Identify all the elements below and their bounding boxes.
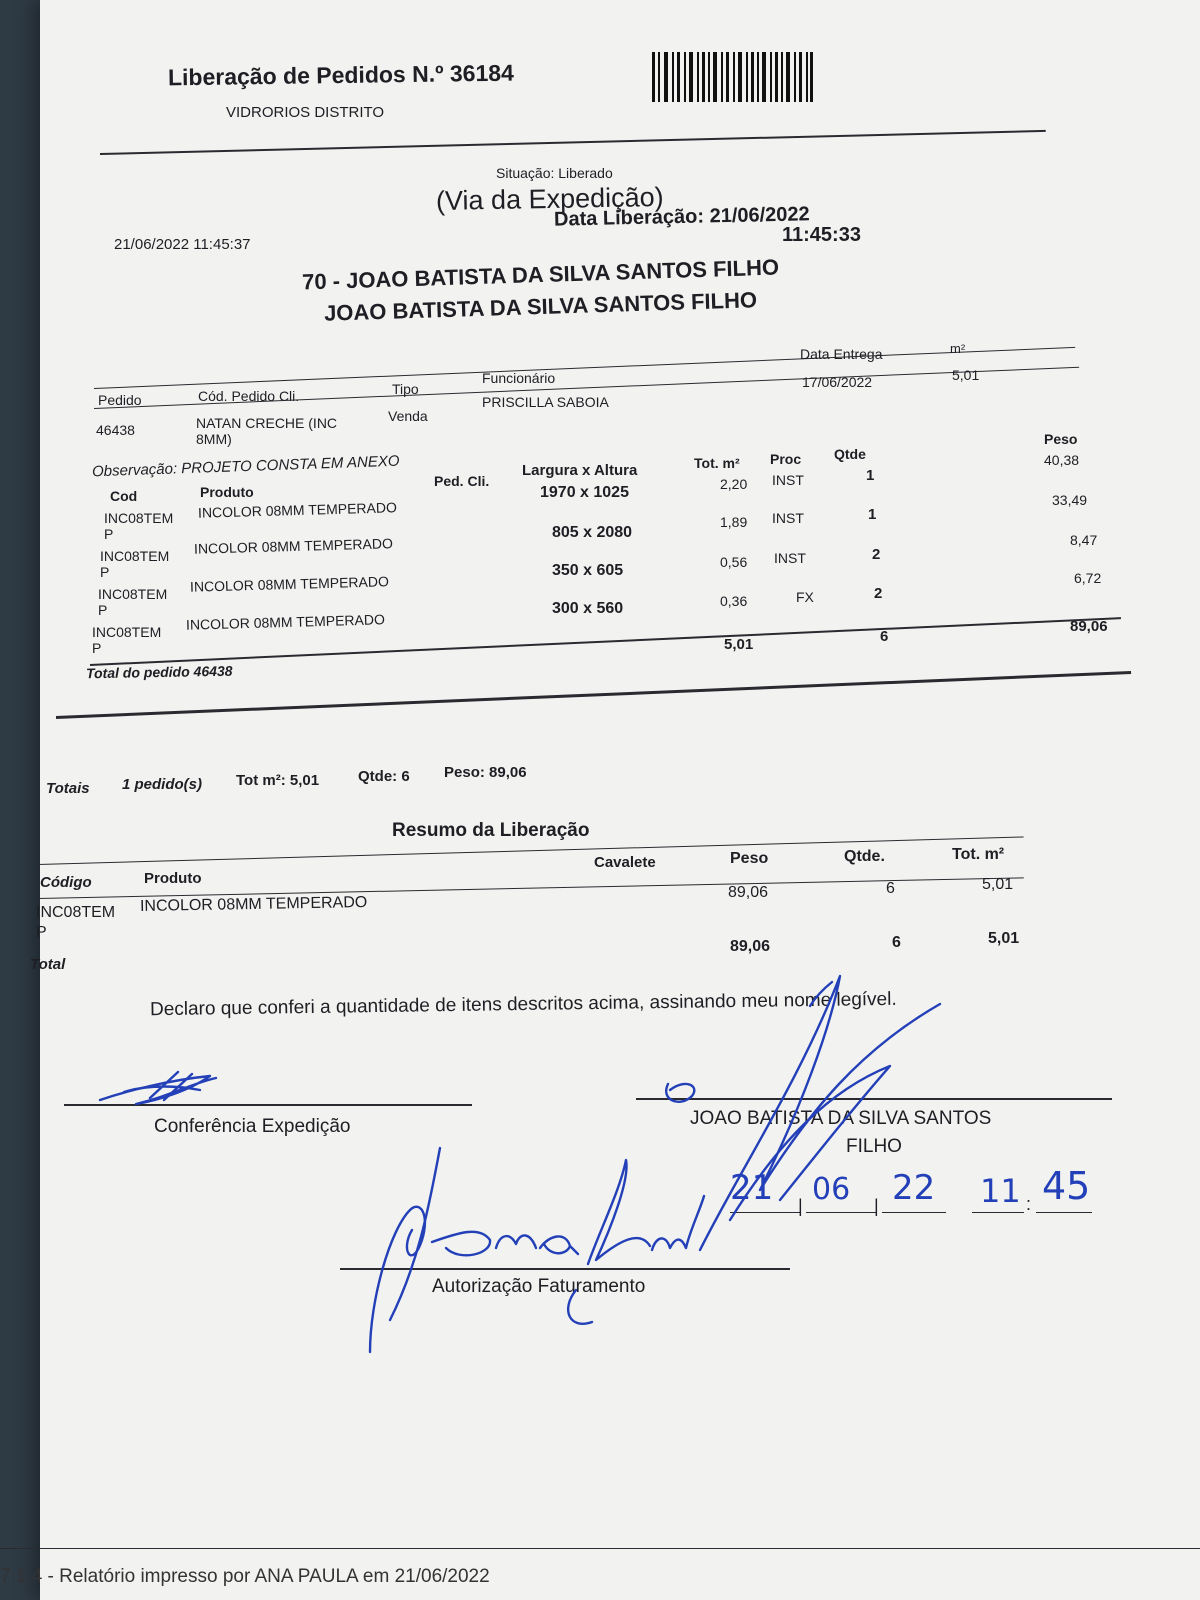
handwritten-signatures [40, 0, 1200, 1600]
item-qtde: 1 [866, 467, 875, 484]
item-cod: INC08TEM [104, 510, 174, 526]
client-line-2: JOAO BATISTA DA SILVA SANTOS FILHO [323, 287, 758, 326]
report-title: Liberação de Pedidos N.º 36184 [167, 59, 515, 91]
col-ped-cli: Ped. Cli. [434, 473, 490, 489]
resumo-total-qtde: 6 [892, 934, 901, 951]
client-line-1: 70 - JOAO BATISTA DA SILVA SANTOS FILHO [301, 254, 780, 295]
col-largura-altura: Largura x Altura [522, 462, 638, 479]
col-data-entrega: Data Entrega [800, 346, 883, 362]
handwritten-hour: 11 [980, 1172, 1021, 1210]
conferencia-label: Conferência Expedição [154, 1116, 351, 1137]
resumo-peso: 89,06 [728, 884, 769, 901]
pedido-number: 46438 [96, 422, 135, 438]
item-tot-m2: 0,36 [720, 593, 748, 609]
m2-value: 5,01 [952, 367, 980, 383]
item-proc: FX [796, 589, 814, 605]
order-total-label: Total do pedido 46438 [85, 662, 233, 682]
data-entrega-value: 17/06/2022 [802, 374, 873, 390]
cliente-signature-drawing [666, 976, 940, 1250]
totais-peso: Peso: 89,06 [444, 764, 527, 781]
col-peso: Peso [1044, 431, 1078, 447]
resumo-col-tot-m2: Tot. m² [952, 846, 1005, 863]
resumo-codigo-suffix: P [36, 924, 47, 941]
col-tipo: Tipo [392, 381, 419, 397]
item-peso: 8,47 [1070, 532, 1098, 548]
resumo-title: Resumo da Liberação [392, 820, 590, 841]
resumo-qtde: 6 [886, 880, 895, 897]
totais-pedidos: 1 pedido(s) [122, 776, 203, 793]
item-peso: 40,38 [1044, 452, 1080, 468]
resumo-total-tot: 5,01 [988, 930, 1020, 947]
item-proc: INST [772, 472, 804, 488]
data-liberacao: Data Liberação: 21/06/2022 [553, 203, 810, 231]
item-cod-suffix: P [92, 640, 102, 656]
item-cod: INC08TEM [92, 624, 162, 640]
cod-pedido-cli-1: NATAN CRECHE (INC [196, 415, 338, 431]
item-cod: INC08TEM [100, 548, 170, 564]
item-cod-suffix: P [100, 564, 110, 580]
item-dim: 805 x 2080 [552, 524, 633, 541]
order-total-qtde: 6 [880, 628, 889, 645]
item-produto: INCOLOR 08MM TEMPERADO [189, 573, 390, 595]
resumo-total-label: Total [30, 956, 66, 973]
funcionario-value: PRISCILLA SABOIA [482, 394, 609, 410]
cliente-name-line-1: JOAO BATISTA DA SILVA SANTOS [690, 1108, 992, 1129]
col-proc: Proc [770, 451, 802, 467]
handwritten-day: 21 [730, 1168, 774, 1208]
col-cod-pedido-cli: Cód. Pedido Cli. [198, 388, 300, 404]
item-produto: INCOLOR 08MM TEMPERADO [197, 499, 398, 521]
item-dim: 1970 x 1025 [540, 484, 629, 501]
totais-tot-m2: Tot m²: 5,01 [236, 772, 320, 789]
handwritten-year: 22 [892, 1168, 936, 1208]
tipo-value: Venda [388, 408, 428, 424]
handwritten-minute: 45 [1042, 1164, 1091, 1208]
item-tot-m2: 2,20 [720, 476, 748, 492]
resumo-col-qtde: Qtde. [844, 848, 885, 865]
printed-at: 21/06/2022 11:45:37 [114, 236, 251, 253]
col-cod: Cod [110, 488, 138, 504]
item-proc: INST [774, 550, 806, 566]
cod-pedido-cli-2: 8MM) [196, 431, 232, 447]
item-cod-suffix: P [104, 526, 114, 542]
footer-text: 7.1.4 - Relatório impresso por ANA PAULA em 21/06/2022 [0, 1566, 490, 1587]
item-produto: INCOLOR 08MM TEMPERADO [193, 535, 394, 557]
via-label: (Via da Expedição) [435, 182, 664, 216]
observacao: Observação: PROJETO CONSTA EM ANEXO [91, 452, 400, 481]
resumo-col-codigo: Código [40, 874, 92, 891]
item-dim: 300 x 560 [552, 600, 624, 617]
order-total-m2: 5,01 [724, 636, 754, 653]
date-separator: | [798, 1196, 803, 1216]
item-produto: INCOLOR 08MM TEMPERADO [185, 611, 386, 633]
col-funcionario: Funcionário [482, 370, 556, 386]
resumo-codigo: INC08TEM [36, 904, 116, 921]
situacao: Situação: Liberado [496, 165, 613, 181]
declaration-text: Declaro que conferi a quantidade de itens descritos acima, assinando meu nome legível. [149, 988, 897, 1021]
totais-label: Totais [46, 780, 90, 797]
item-cod: INC08TEM [98, 586, 168, 602]
autorizacao-label: Autorização Faturamento [432, 1276, 646, 1297]
resumo-col-peso: Peso [730, 850, 769, 867]
col-m2: m² [950, 341, 966, 356]
item-tot-m2: 1,89 [720, 514, 748, 530]
handwritten-month: 06 [812, 1172, 851, 1207]
cliente-name-line-2: FILHO [846, 1136, 902, 1157]
col-tot-m2: Tot. m² [694, 455, 740, 471]
data-liberacao-hora: 11:45:33 [782, 224, 861, 246]
col-produto: Produto [200, 484, 254, 500]
conferencia-signature-drawing [100, 1072, 216, 1104]
footer-rule [0, 1548, 1200, 1549]
resumo-col-cavalete: Cavalete [594, 854, 656, 871]
item-qtde: 2 [874, 585, 883, 602]
item-peso: 6,72 [1074, 570, 1102, 586]
item-qtde: 2 [872, 546, 881, 563]
item-cod-suffix: P [98, 602, 108, 618]
item-qtde: 1 [868, 506, 877, 523]
col-qtde: Qtde [834, 446, 866, 462]
time-separator: : [1026, 1194, 1032, 1214]
order-total-peso: 89,06 [1070, 618, 1108, 635]
company-name: VIDRORIOS DISTRITO [226, 104, 385, 121]
autorizacao-signature-drawing [370, 1148, 704, 1352]
resumo-tot: 5,01 [982, 876, 1014, 893]
resumo-total-peso: 89,06 [730, 938, 771, 955]
date-separator: | [874, 1196, 879, 1216]
item-proc: INST [772, 510, 804, 526]
item-tot-m2: 0,56 [720, 554, 748, 570]
resumo-col-produto: Produto [144, 870, 202, 887]
col-pedido: Pedido [98, 392, 142, 408]
resumo-produto: INCOLOR 08MM TEMPERADO [139, 894, 368, 915]
totais-qtde: Qtde: 6 [358, 768, 410, 785]
item-dim: 350 x 605 [552, 562, 624, 579]
item-peso: 33,49 [1052, 492, 1088, 508]
